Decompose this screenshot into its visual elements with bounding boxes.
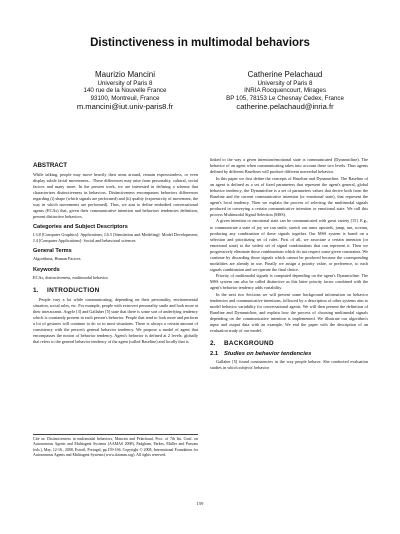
categories-heading: Categories and Subject Descriptors bbox=[33, 224, 128, 231]
general-terms-heading: General Terms bbox=[33, 248, 72, 255]
keywords-heading: Keywords bbox=[33, 266, 60, 273]
author-name: Maurizio Mancini bbox=[94, 70, 156, 79]
author-affiliation-line: BP 105, 78153 Le Chesnay Cedex, France bbox=[226, 94, 344, 102]
body-paragraph: In this paper we first define the concepts of Baseline and Dynamicline. The Baseline of an agent is defined as a set of fixed parameters that represent the agent's general, global behavior tendency; the Dynamicline is a set of parameters values that derive both from the Baseline and the current communicative intention (or emotional state), that represent the agent's local tendency. Then we explain the process of selecting the multimodal signals produced in conveying a certain communicative intention or emotional state. We call this process Multimodal Signal Selection (MSS). bbox=[210, 175, 368, 217]
abstract-text: While talking, people may move heavily their arms around, remain expressionless, or even display subtle facial movements... These differences may arise from personality, cultural, social factors and many more. In the present work, we are interested in defining a schema that characterizes distinctiveness in behaviors. Distinctiveness encompasses behaviors differences regarding (i) shape (which signals are performed) and (ii) quality (expressivity of movement, the way in which movements are performed). Thus, we aim to define embodied conversational agents (ECAs) that, given their communicative intention and behaviors tendencies definition, present distinctive behaviors. bbox=[33, 172, 198, 220]
body-paragraph: A given intention or emotional state can be communicated with great variety [15]. E.g., to communicate a state of joy we can smile, stretch our arms upwards, jump, run, scream, producing any combination of these signals together. Our MSS system is based on a selection and prioritizing set of rules. First of all, we associate a certain intention (or emotional state) to the widest set of signal combinations that can represent it. Then we progressively eliminate those combinations which do not respect some given constraints. We continue by discarding those signals which cannot be produced because the corresponding modalities are already in use. Finally we assign a priority value, or preference, to each signals combination and we operate the final choice. bbox=[210, 218, 368, 272]
general-terms-text: Algorithms, Human Factors bbox=[33, 256, 81, 262]
body-paragraph: Gallaher [5] found consistencies in the way people behave. She conducted evaluation studies in which subjects' behavior bbox=[210, 359, 368, 371]
author-affiliation-line: 140 rue de la Nouvelle France bbox=[83, 87, 167, 95]
author-email: catherine.pelachaud@inria.fr bbox=[236, 101, 334, 111]
body-paragraph: In the next two Sections we will present some background information on behavior tendencies and communicative intentions, followed by a description of other systems aim to model behavior variability for conversational agents. We will then present the definition of Baseline and Dynamicline, and explain how the process of choosing multimodal signals depending on the communicative intention is implemented. We illustrate our algorithm's input and output data with an example. We end the paper with the description of an evaluation study of our model. bbox=[210, 292, 368, 334]
subsection-heading bbox=[210, 351, 368, 358]
author-email: m.mancini@iut.univ-paris8.fr bbox=[76, 101, 174, 111]
section-heading-introduction bbox=[33, 287, 198, 295]
citation-footnote: Cite as: Distinctiveness in multimodal behaviors, Mancini and Pelachaud, Proc. of 7th Int. Conf. on Autonomous Agents and Multiagent Systems (AAMAS 2008), Padgham, Parkes, Müller and Parsons (eds.), May, 12-16., 2008, Estoril, Portugal, pp.159-166. Copyright © 2008, International Foundation for Autonomous Agents and Multiagent Systems (www.ifaamas.org). All rights reserved. bbox=[33, 434, 198, 458]
paper-title: Distinctiveness in multimodal behaviors bbox=[90, 37, 310, 49]
author-affiliation-line: INRIA Rocquencourt, Mirages bbox=[244, 87, 326, 95]
author-block-1 bbox=[40, 70, 210, 111]
body-paragraph: Priority of multimodal signals is computed depending on the agent's Dynamicline. The MSS system can also be called distinctive as this latter priority factor combined with the agent's behavior tendency adds variability. bbox=[210, 273, 368, 291]
author-affiliation-line: 93100, Montreuil, France bbox=[90, 94, 160, 102]
introduction-text: People vary a lot while communicating, depending on their personality, environmental situation, social rules, etc. For example, people with extrovert personality smile and look more at their interactants. Argyle [3] and Gallaher [5] state that there is some sort of underlying tendency which is constantly present in each person's behavior. People that tend to look more and perform a lot of gestures will continue to do so in most situations. There is always a certain amount of consistency with the person's general behavior tendency. We propose a model of agent that encompasses the notion of behavior tendency. Agent's behavior is defined at 2 levels: globally that refers to the general behavior tendency of the agent (called Baseline) and locally that is bbox=[33, 296, 198, 344]
categories-text: I.3.8 [Computer Graphics]: Applications; I.6.5 [Simulation and Modeling]: Model Development; J.4 [Computer Applications]: Social and behavioral sciences bbox=[33, 232, 198, 244]
abstract-heading: ABSTRACT bbox=[33, 162, 68, 169]
author-block-2 bbox=[200, 70, 370, 111]
keywords-text: ECAs, distinctiveness, multimodal behavior bbox=[33, 274, 108, 280]
section-title: INTRODUCTION bbox=[47, 286, 100, 294]
subsection-number: 2.1 bbox=[210, 351, 219, 358]
author-affiliation-line: University of Paris 8 bbox=[257, 80, 313, 87]
author-affiliation-line: University of Paris 8 bbox=[97, 80, 153, 87]
section-number: 2. bbox=[210, 340, 216, 348]
section-title: BACKGROUND bbox=[224, 340, 274, 348]
left-column bbox=[33, 157, 198, 345]
page-number: 159 bbox=[196, 501, 204, 506]
author-name: Catherine Pelachaud bbox=[247, 70, 323, 79]
body-paragraph: linked to the way a given intention/emotional state is communicated (Dynamicline). The behavior of an agent when communicating takes into account these two levels. Thus agents defined by different Baselines will produce different nonverbal behavior. bbox=[210, 157, 368, 175]
section-number: 1. bbox=[33, 286, 39, 294]
section-heading-background bbox=[210, 340, 368, 348]
subsection-title: Studies on behavior tendencies bbox=[224, 351, 312, 358]
right-column bbox=[210, 157, 368, 372]
